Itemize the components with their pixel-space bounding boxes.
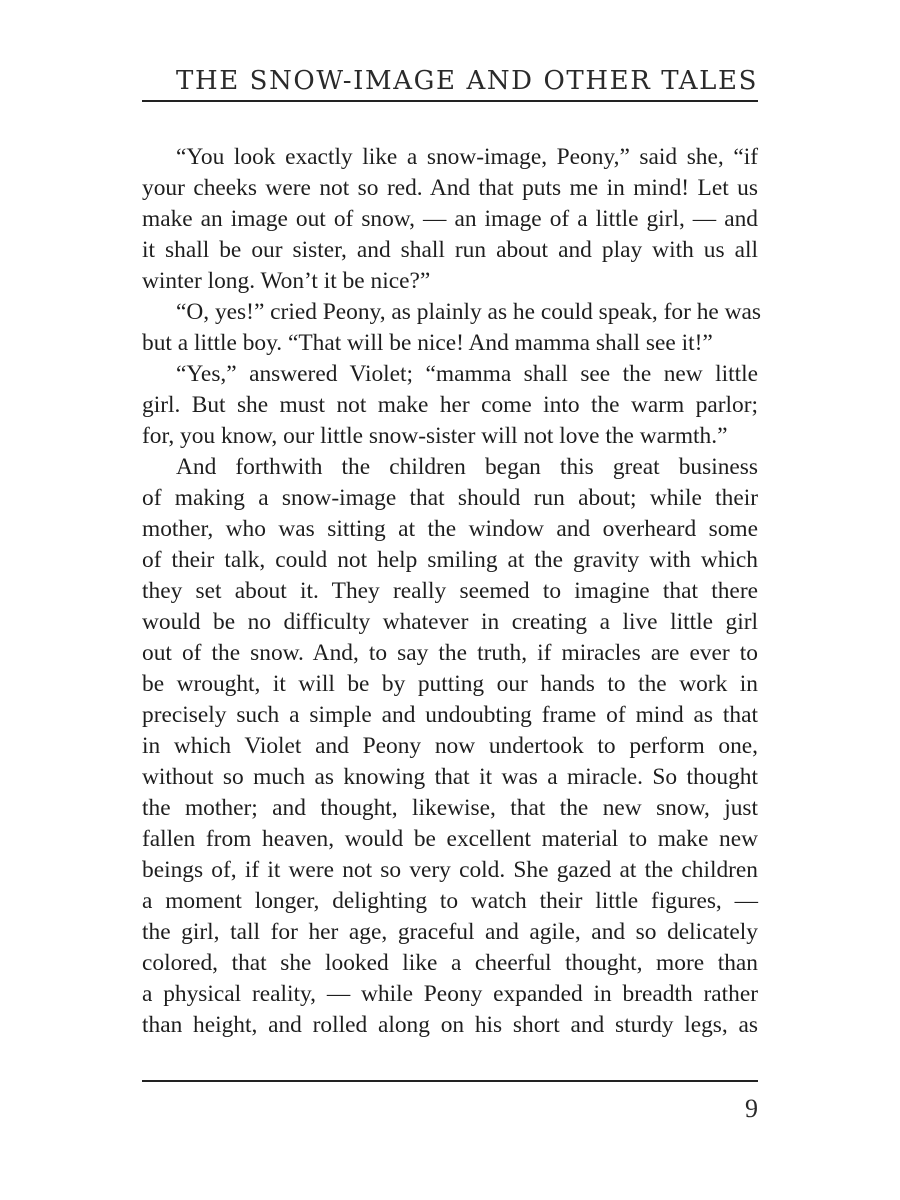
- running-title: THE SNOW-IMAGE AND OTHER TALES: [176, 66, 758, 96]
- text-line: colored, that she looked like a cheerful thought, more than: [142, 950, 758, 976]
- paragraph: [142, 452, 758, 1041]
- text-line: precisely such a simple and undoubting frame of mind as that: [142, 702, 758, 728]
- body-text: [142, 142, 762, 1041]
- text-line: “You look exactly like a snow-image, Peony,” said she, “if: [176, 144, 758, 170]
- text-line: “Yes,” answered Violet; “mamma shall see the new little: [176, 361, 758, 387]
- paragraph: [142, 297, 762, 359]
- text-line: a physical reality, — while Peony expanded in breadth rather: [142, 981, 758, 1007]
- text-line: be wrought, it will be by putting our hands to the work in: [142, 671, 758, 697]
- text-line: a moment longer, delighting to watch their little figures, —: [142, 888, 758, 914]
- paragraph: [142, 142, 758, 297]
- text-line: And forthwith the children began this great business: [176, 454, 758, 480]
- text-line: they set about it. They really seemed to imagine that there: [142, 578, 758, 604]
- text-line: out of the snow. And, to say the truth, if miracles are ever to: [142, 640, 758, 666]
- text-line: winter long. Won’t it be nice?”: [142, 268, 431, 294]
- text-line: your cheeks were not so red. And that puts me in mind! Let us: [142, 175, 758, 201]
- page-number: 9: [745, 1094, 758, 1123]
- text-line: of their talk, could not help smiling at the gravity with which: [142, 547, 758, 573]
- text-line: “O, yes!” cried Peony, as plainly as he could speak, for he was: [176, 299, 762, 325]
- text-line: for, you know, our little snow-sister will not love the warmth.”: [142, 423, 728, 449]
- paragraph: [142, 359, 758, 452]
- text-line: the mother; and thought, likewise, that the new snow, just: [142, 795, 758, 821]
- text-line: than height, and rolled along on his short and sturdy legs, as: [142, 1012, 758, 1038]
- text-line: girl. But she must not make her come into the warm parlor;: [142, 392, 758, 418]
- text-line: but a little boy. “That will be nice! And mamma shall see it!”: [142, 330, 713, 356]
- text-line: it shall be our sister, and shall run about and play with us all: [142, 237, 758, 263]
- text-line: would be no difficulty whatever in creating a live little girl: [142, 609, 758, 635]
- text-line: without so much as knowing that it was a miracle. So thought: [142, 764, 758, 790]
- text-line: of making a snow-image that should run about; while their: [142, 485, 758, 511]
- header-rule: [142, 100, 758, 102]
- text-line: the girl, tall for her age, graceful and agile, and so delicately: [142, 919, 758, 945]
- text-line: mother, who was sitting at the window and overheard some: [142, 516, 758, 542]
- text-line: make an image out of snow, — an image of a little girl, — and: [142, 206, 758, 232]
- text-line: fallen from heaven, would be excellent material to make new: [142, 826, 758, 852]
- text-line: in which Violet and Peony now undertook to perform one,: [142, 733, 758, 759]
- text-line: beings of, if it were not so very cold. She gazed at the children: [142, 857, 758, 883]
- footer-rule: [142, 1080, 758, 1082]
